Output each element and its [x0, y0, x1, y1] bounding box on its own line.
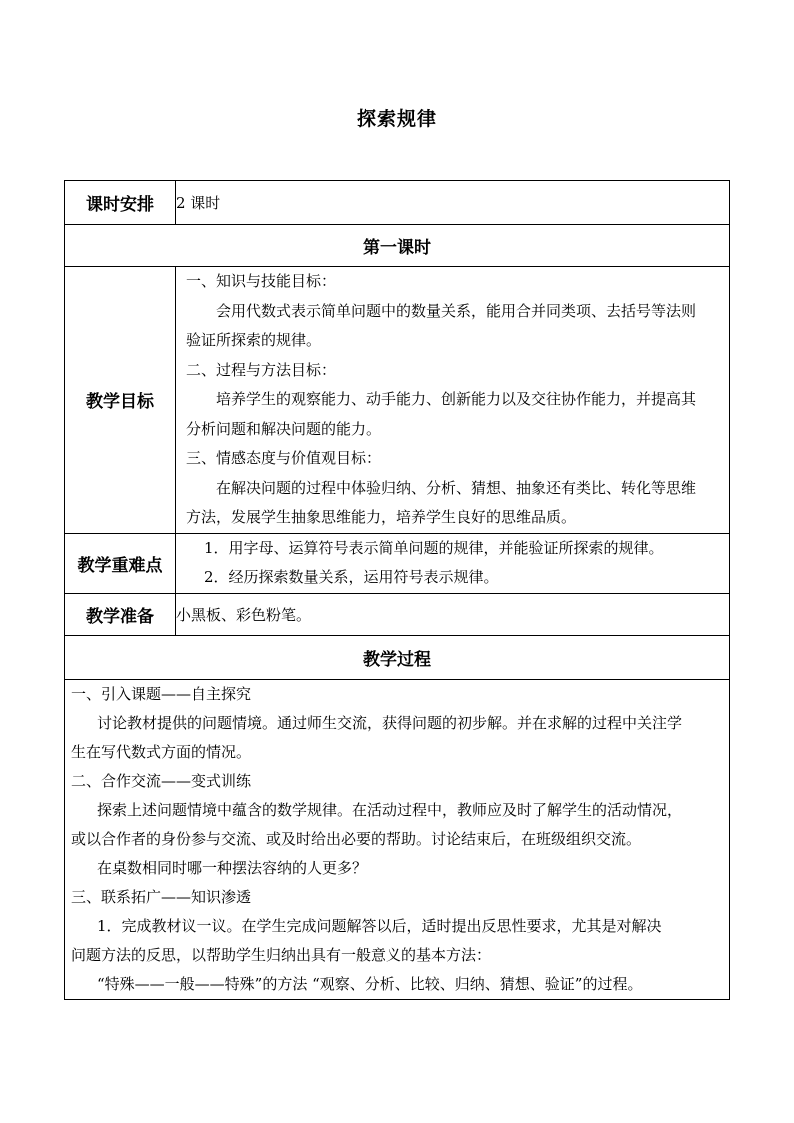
- process-line: 或以合作者的身份参与交流、或及时给出必要的帮助。讨论结束后，在班级组织交流。: [71, 829, 642, 848]
- process-line: 问题方法的反思，以帮助学生归纳出具有一般意义的基本方法：: [71, 945, 492, 964]
- session-title: 第一课时: [65, 225, 730, 267]
- objectives-row: [65, 267, 730, 534]
- key-points-content: [176, 533, 730, 593]
- objective-line: 在解决问题的过程中体验归纳、分析、猜想、抽象还有类比、转化等思维: [216, 478, 697, 497]
- process-line: 在桌数相同时哪一种摆法容纳的人更多？: [97, 858, 368, 877]
- process-title-row: [65, 635, 730, 679]
- process-line: 一、引入课题——自主探究: [71, 684, 252, 703]
- schedule-row: [65, 181, 730, 225]
- preparation-label: 教学准备: [65, 593, 176, 635]
- process-line: 生在写代数式方面的情况。: [71, 742, 252, 761]
- objective-line: 方法，发展学生抽象思维能力，培养学生良好的思维品质。: [186, 508, 577, 526]
- objectives-label: 教学目标: [65, 267, 176, 534]
- process-title: 教学过程: [65, 635, 730, 679]
- process-line: 探索上述问题情境中蕴含的数学规律。在活动过程中，教师应及时了解学生的活动情况，: [97, 800, 683, 819]
- process-line: 三、联系拓广——知识渗透: [71, 887, 252, 906]
- objective-line: 三、情感态度与价值观目标：: [186, 449, 382, 467]
- schedule-value: 2 课时: [176, 181, 730, 225]
- objective-line: 二、过程与方法目标：: [186, 360, 337, 379]
- objective-line: 分析问题和解决问题的能力。: [186, 419, 382, 438]
- document-title: 探索规律: [356, 108, 437, 130]
- preparation-value: 小黑板、彩色粉笔。: [176, 593, 730, 635]
- objective-line: 会用代数式表示简单问题中的数量关系，能用合并同类项、去括号等法则: [216, 301, 697, 320]
- process-row: [65, 679, 730, 999]
- key-points-row: [65, 533, 730, 593]
- schedule-label: 课时安排: [65, 181, 176, 225]
- process-line: 讨论教材提供的问题情境。通过师生交流，获得问题的初步解。并在求解的过程中关注学: [97, 713, 683, 732]
- objective-line: 培养学生的观察能力、动手能力、创新能力以及交往协作能力，并提高其: [216, 390, 697, 408]
- session-title-row: [65, 225, 730, 267]
- key-point-line: 1．用字母、运算符号表示简单问题的规律，并能验证所探索的规律。: [204, 538, 664, 557]
- process-content: [65, 679, 730, 999]
- lesson-plan-table: [64, 180, 730, 1000]
- process-line: “特殊——一般——特殊”的方法 “观察、分析、比较、归纳、猜想、验证”的过程。: [97, 974, 643, 993]
- key-point-line: 2．经历探索数量关系，运用符号表示规律。: [204, 568, 499, 586]
- preparation-row: [65, 593, 730, 635]
- key-points-label: 教学重难点: [65, 533, 176, 593]
- objective-line: 验证所探索的规律。: [186, 331, 322, 349]
- objective-line: 一、知识与技能目标：: [186, 272, 337, 290]
- objectives-content: [176, 267, 730, 534]
- process-line: 1．完成教材议一议。在学生完成问题解答以后，适时提出反思性要求，尤其是对解决: [97, 916, 662, 935]
- process-line: 二、合作交流——变式训练: [71, 771, 252, 790]
